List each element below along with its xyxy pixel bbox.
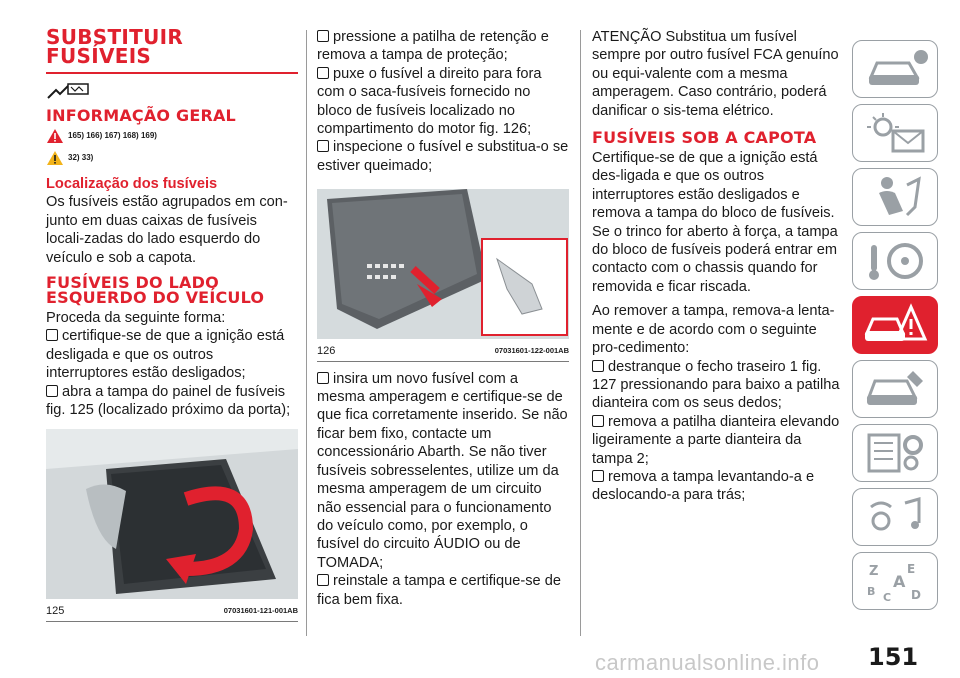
svg-text:C: C (883, 591, 892, 603)
bullet-box-icon (317, 372, 329, 384)
column-2 (317, 28, 569, 609)
tab-safety[interactable] (852, 168, 938, 226)
specs-icon (863, 431, 929, 475)
bullet-box-icon (317, 140, 329, 152)
bullet-box-icon (592, 360, 604, 372)
warning-triangle-icon (46, 128, 64, 144)
page-title: SUBSTITUIR FUSÍVEIS (46, 25, 184, 68)
heading-left-fuses: FUSÍVEIS DO LADO ESQUERDO DO VEÍCULO (46, 273, 265, 308)
figure-126 (317, 189, 569, 339)
warning-lights-icon (863, 111, 929, 155)
index-icon (863, 559, 929, 603)
svg-text:Z: Z (869, 564, 879, 579)
svg-text:A: A (893, 572, 906, 591)
fuse-symbol-icon (46, 80, 298, 102)
list-item: pressione a patilha de retenção e remova a tampa de proteção; (317, 29, 549, 64)
bullet-box-icon (46, 329, 58, 341)
bullet-box-icon (317, 67, 329, 79)
list-item: insira um novo fusível com a mesma amperagem e certifique-se de que fica corretamente inserido. Se não ficar bem fixo, contacte um concessionário Abarth. Se não tiver fusíveis sobresselentes, utilize um da mesma amperagem de um circuito não essencial para o funcionamento do veículo como, por exemplo, o fusível do circuito ÁUDIO ou de TOMADA; (317, 370, 568, 571)
caution-triangle-icon (46, 150, 64, 166)
svg-text:D: D (911, 588, 921, 602)
figure-126-caption: 126 07031601-122-001AB (317, 345, 569, 358)
bullet-box-icon (46, 385, 58, 397)
hood-text: Certifique-se de que a ignição está des-ligada e que os outros interruptores estão desligados e remova a tampa do bloco de fusíveis. Se o trinco for aberto à força, a tampa do bloco de fusíveis poderá entrar em contacto com o chassis quando for removida e ficar riscada. (592, 150, 838, 295)
title-rule (46, 72, 298, 74)
warning-refs: 165) 166) 167) 168) 169) (46, 127, 298, 145)
column-3 (592, 28, 842, 505)
list-item: abra a tampa do painel de fusíveis fig. 125 (localizado próximo da porta); (46, 383, 291, 419)
tab-warning-lights[interactable] (852, 104, 938, 162)
figure-125-caption: 125 07031601-121-001AB (46, 605, 298, 618)
driving-icon (863, 239, 929, 283)
bullet-box-icon (592, 415, 604, 427)
column-divider (580, 30, 581, 636)
heading-general-info: INFORMAÇÃO GERAL (46, 106, 236, 125)
tab-emergency[interactable] (852, 296, 938, 354)
tab-specs[interactable] (852, 424, 938, 482)
location-text: Os fusíveis estão agrupados em con-junto em duas caixas de fusíveis locali-zadas do lado esquerdo do veículo e sob a capota. (46, 194, 288, 266)
watermark: carmanualsonline.info (595, 650, 820, 675)
car-info-icon (863, 47, 929, 91)
figure-125 (46, 429, 298, 599)
tab-car-info[interactable] (852, 40, 938, 98)
list-item: destranque o fecho traseiro 1 fig. 127 pressionando para baixo a patilha dianteira com os seus dedos; (592, 358, 840, 412)
safety-icon (863, 175, 929, 219)
tab-driving[interactable] (852, 232, 938, 290)
column-1 (46, 25, 298, 622)
procedure-intro: Proceda da seguinte forma: (46, 310, 226, 327)
maintenance-icon (863, 367, 929, 411)
remove-text: Ao remover a tampa, remova-a lenta-mente e de acordo com o seguinte pro-cedimento: (592, 303, 835, 357)
list-item: reinstale a tampa e certifique-se de fica bem fixa. (317, 573, 561, 608)
column-divider (306, 30, 307, 636)
tab-index[interactable] (852, 552, 938, 610)
bullet-box-icon (317, 30, 329, 42)
attention-note: ATENÇÃO Substitua um fusível sempre por outro fusível FCA genuíno ou equi-valente com a mesma amperagem. Caso contrário, poderá danificar o sis-tema elétrico. (592, 29, 839, 119)
emergency-icon (863, 303, 929, 347)
list-item: puxe o fusível a direito para fora com o saca-fusíveis fornecido no bloco de fusíveis localizado no compartimento do motor fig. 126; (317, 65, 542, 138)
bullet-box-icon (317, 574, 329, 586)
list-item: remova a patilha dianteira elevando ligeiramente a parte dianteira da tampa 2; (592, 413, 840, 467)
svg-text:E: E (907, 562, 916, 576)
heading-location: Localização dos fusíveis (46, 176, 218, 192)
page-number: 151 (868, 643, 919, 671)
list-item: certifique-se de que a ignição está desligada e que os outros interruptores estão desligados; (46, 328, 285, 382)
list-item: remova a tampa levantando-a e deslocando-a para trás; (592, 468, 815, 504)
list-item: inspecione o fusível e substitua-o se estiver queimado; (317, 139, 569, 174)
heading-hood-fuses: FUSÍVEIS SOB A CAPOTA (592, 128, 817, 148)
bullet-box-icon (592, 470, 604, 482)
tab-multimedia[interactable] (852, 488, 938, 546)
multimedia-icon (863, 495, 929, 539)
tab-maintenance[interactable] (852, 360, 938, 418)
svg-text:B: B (867, 585, 876, 598)
caution-refs: 32) 33) (46, 149, 298, 167)
